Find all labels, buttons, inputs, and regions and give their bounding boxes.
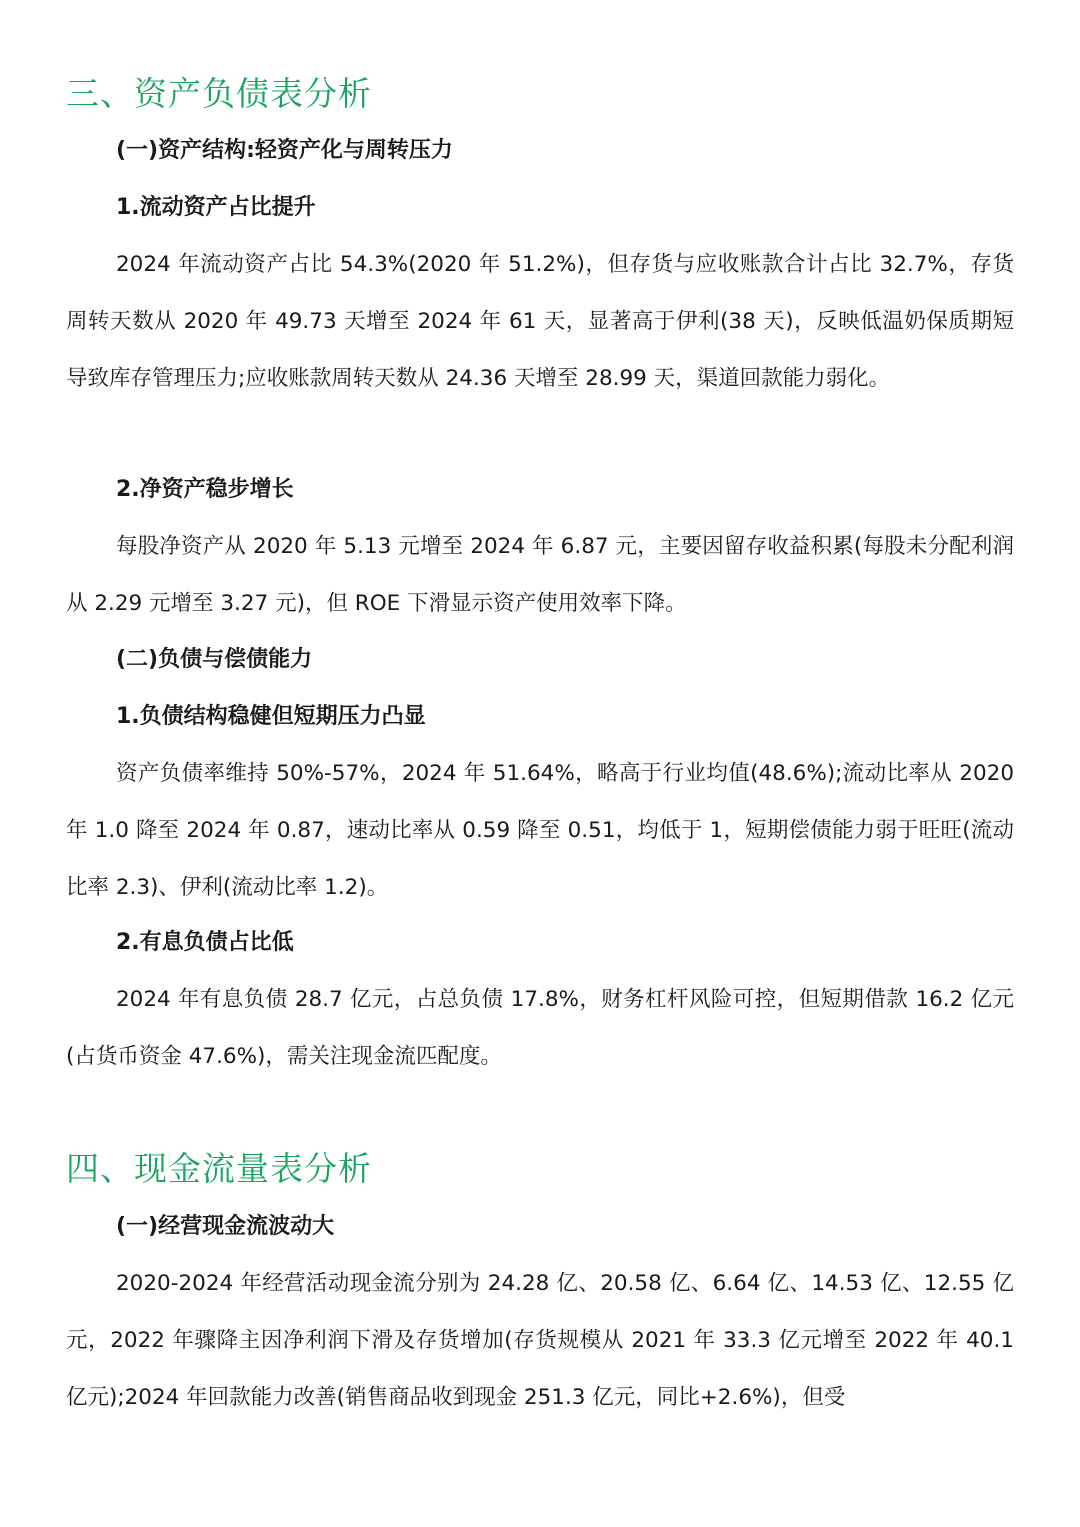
paragraph-interest-debt: 2024 年有息负债 28.7 亿元，占总负债 17.8%，财务杠杆风险可控，但短期借款 16.2 亿元(占货币资金 47.6%)，需关注现金流匹配度。 [66, 987, 1014, 1069]
paragraph-net-assets: 每股净资产从 2020 年 5.13 元增至 2024 年 6.87 元，主要因留存收益积累(每股未分配利润从 2.29 元增至 3.27 元)，但 ROE 下滑显示资产使用效率下降。 [66, 534, 1014, 616]
item-heading-net-assets: 2.净资产稳步增长 [116, 477, 294, 502]
section-title-cash-flow: 四、现金流量表分析 [66, 1149, 372, 1188]
paragraph-current-assets: 2024 年流动资产占比 54.3%(2020 年 51.2%)，但存货与应收账款合计占比 32.7%，存货周转天数从 2020 年 49.73 天增至 2024 年 61 天，显著高于伊利(38 天)，反映低温奶保质期短导致库存管理压力;应收账款周转天数从 24.36 天增至 28.99 天，渠道回款能力弱化。 [66, 252, 1014, 391]
paragraph-operating-cash: 2020-2024 年经营活动现金流分别为 24.28 亿、20.58 亿、6.64 亿、14.53 亿、12.55 亿元，2022 年骤降主因净利润下滑及存货增加(存货规模从 2021 年 33.3 亿元增至 2022 年 40.1 亿元);2024 年回款能力改善(销售商品收到现金 251.3 亿元，同比+2.6%)，但受 [66, 1271, 1014, 1410]
subsection-heading-operating-cash: (一)经营现金流波动大 [116, 1214, 335, 1239]
section-title-balance-sheet: 三、资产负债表分析 [66, 74, 372, 113]
item-heading-debt-structure: 1.负债结构稳健但短期压力凸显 [116, 704, 426, 729]
subsection-heading-asset-structure: (一)资产结构:轻资产化与周转压力 [116, 138, 453, 163]
item-heading-current-assets: 1.流动资产占比提升 [116, 195, 316, 220]
paragraph-debt-structure: 资产负债率维持 50%-57%，2024 年 51.64%，略高于行业均值(48.6%);流动比率从 2020 年 1.0 降至 2024 年 0.87，速动比率从 0.59 降至 0.51，均低于 1，短期偿债能力弱于旺旺(流动比率 2.3)、伊利(流动比率 1.2)。 [66, 761, 1014, 900]
subsection-heading-debt: (二)负债与偿债能力 [116, 647, 313, 672]
item-heading-interest-debt: 2.有息负债占比低 [116, 930, 294, 955]
